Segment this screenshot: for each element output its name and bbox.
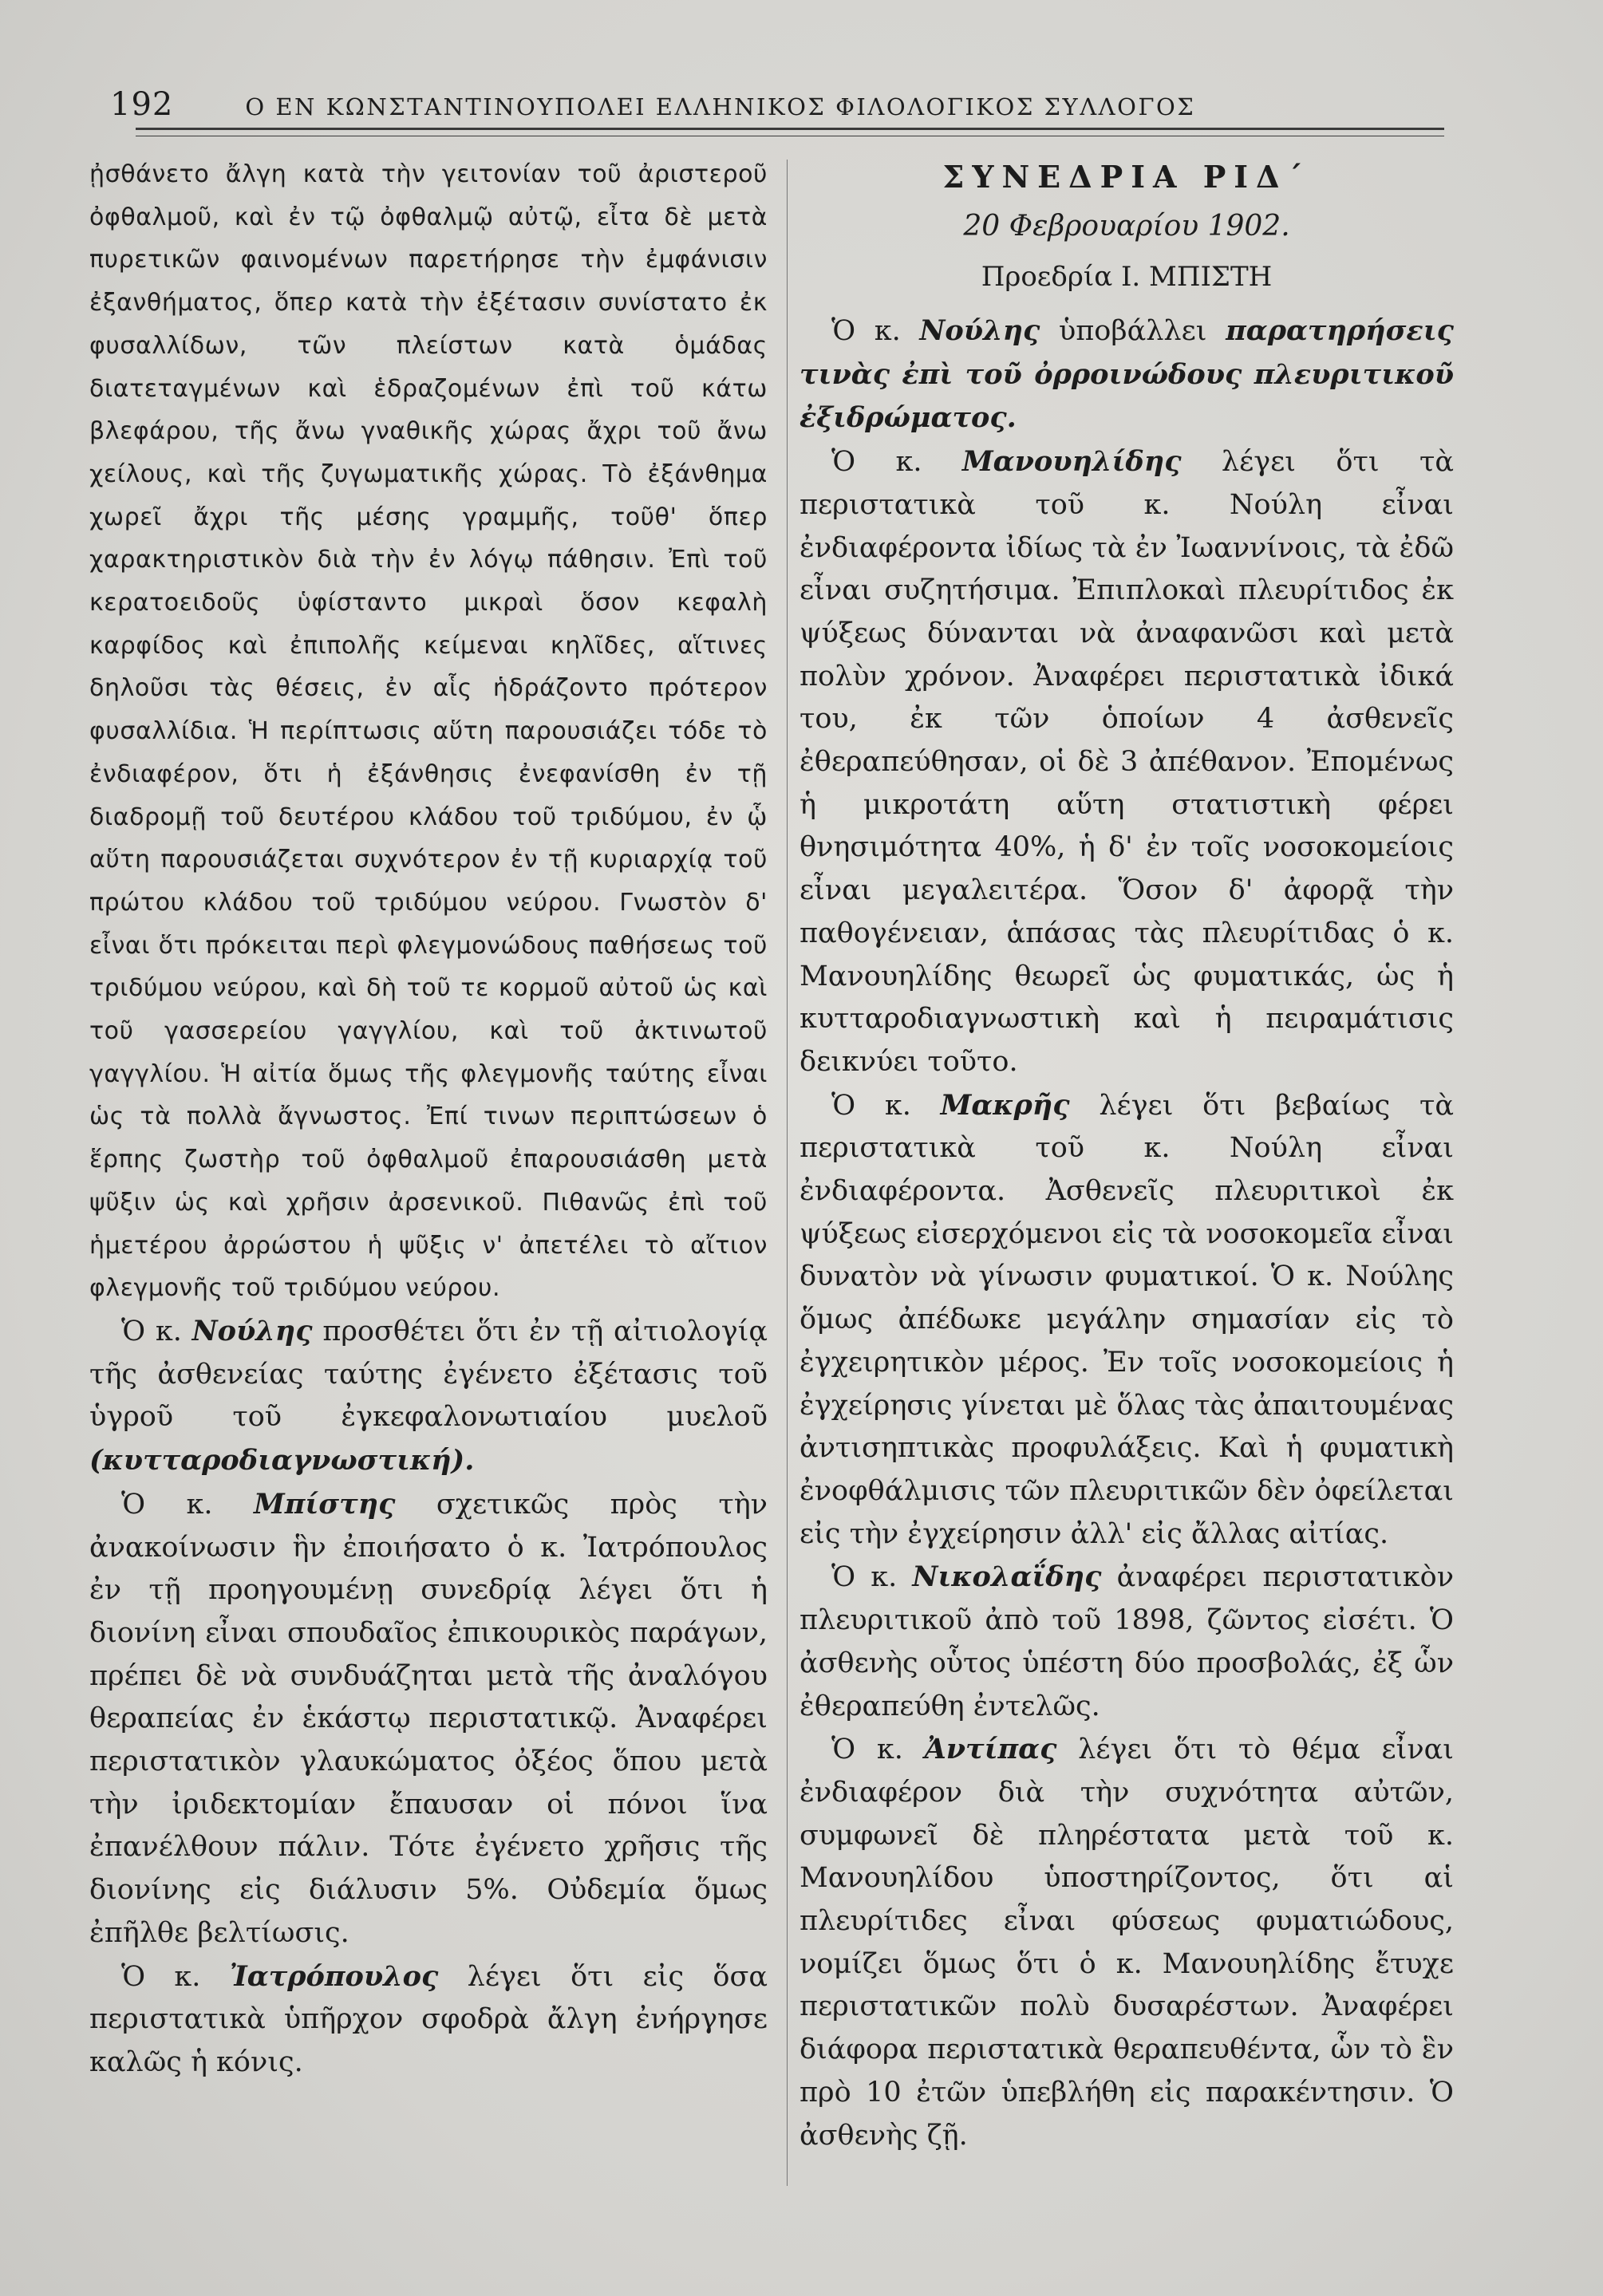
paragraph-text: λέγει ὅτι εἰς ὅσα περιστατικὰ ὑπῆρχον σφοδρὰ ἄλγη ἐνήργησε καλῶς ἡ κόνις. <box>89 1960 768 2078</box>
paragraph-text: ὑποβάλλει <box>1059 315 1207 347</box>
speaker-name: Ἰατρόπουλος <box>229 1959 439 1993</box>
speaker-name: Μανουηλίδης <box>961 445 1182 479</box>
page-number: 192 <box>110 86 174 123</box>
page-header <box>110 86 1443 134</box>
left-column <box>89 153 768 2085</box>
paragraph-case-report: ᾐσθάνετο ἄλγη κατὰ τὴν γειτονίαν τοῦ ἀριστεροῦ ὀφθαλμοῦ, καὶ ἐν τῷ ὀφθαλμῷ αὐτῷ, εἶτα δὲ μετὰ πυρετικῶν φαινομένων παρετήρησε τὴν ἐμφάνισιν ἐξανθήματος, ὅπερ κατὰ τὴν ἐξέτασιν συνίστατο ἐκ φυσαλλίδων, τῶν πλείστων κατὰ ὁμάδας διατεταγμένων καὶ ἑδραζομένων ἐπὶ τοῦ κάτω βλεφάρου, τῆς ἄνω γναθικῆς χώρας ἄχρι τοῦ ἄνω χείλους, καὶ τῆς ζυγωματικῆς χώρας. Τὸ ἐξάνθημα χωρεῖ ἄχρι τῆς μέσης γραμμῆς, τοῦθ' ὅπερ χαρακτηριστικὸν διὰ τὴν ἐν λόγῳ πάθησιν. Ἐπὶ τοῦ κερατοειδοῦς ὑφίσταντο μικραὶ ὅσον κεφαλὴ καρφίδος καὶ ἐπιπολῆς κείμεναι κηλῖδες, αἵτινες δηλοῦσι τὰς θέσεις, ἐν αἷς ἡδράζοντο πρότερον φυσαλλίδια. Ἡ περίπτωσις αὕτη παρουσιάζει τόδε τὸ ἐνδιαφέρον, ὅτι ἡ ἐξάνθησις ἐνεφανίσθη ἐν τῇ διαδρομῇ τοῦ δευτέρου κλάδου τοῦ τριδύμου, ἐν ᾧ αὕτη παρουσιάζεται συχνότερον ἐν τῇ κυριαρχίᾳ τοῦ πρώτου κλάδου τοῦ τριδύμου νεύρου. Γνωστὸν δ' εἶναι ὅτι πρόκειται περὶ φλεγμονώδους παθήσεως τοῦ τριδύμου νεύρου, καὶ δὴ τοῦ τε κορμοῦ αὐτοῦ ὡς καὶ τοῦ γασσερείου γαγγλίου, καὶ τοῦ ἀκτινωτοῦ γαγγλίου. Ἡ αἰτία ὅμως τῆς φλεγμονῆς ταύτης εἶναι ὡς τὰ πολλὰ ἄγνωστος. Ἐπί τινων περιπτώσεων ὁ ἕρπης ζωστὴρ τοῦ ὀφθαλμοῦ ἐπαρουσιάσθη μετὰ ψῦξιν ὡς καὶ χρῆσιν ἀρσενικοῦ. Πιθανῶς ἐπὶ τοῦ ἡμετέρου ἀρρώστου ἡ ψῦξις ν' ἀπετέλει τὸ αἴτιον φλεγμονῆς τοῦ τριδύμου νεύρου. <box>89 160 768 1303</box>
speaker-title: Ὁ κ. <box>121 1315 182 1347</box>
paragraph-noulis-remark <box>89 1310 768 1483</box>
paragraph-text: λέγει ὅτι βεβαίως τὰ περιστατικὰ τοῦ κ. Νούλη εἶναι ἐνδιαφέροντα. Ἀσθενεῖς πλευριτικοὶ ἐκ ψύξεως εἰσερχόμενοι εἰς τὰ νοσοκομεῖα εἶναι δυνατὸν νὰ γίνωσιν φυματικοί. Ὁ κ. Νούλης ὅμως ἀπέδωκε μεγάλην σημασίαν εἰς τὸ ἐγχειρητικὸν μέρος. Ἐν τοῖς νοσοκομείοις ἡ ἐγχείρησις γίνεται μὲ ὅλας τὰς ἀπαιτουμένας ἀντισηπτικὰς προφυλάξεις. Καὶ ἡ φυματικὴ ἐνοφθάλμισις τῶν πλευριτικῶν δὲν ὀφείλεται εἰς τὴν ἐγχείρησιν ἀλλ' εἰς ἄλλας αἰτίας. <box>800 1089 1454 1550</box>
paragraph-iatropoulos-remark <box>89 1955 768 2085</box>
speaker-title: Ὁ κ. <box>831 1561 898 1594</box>
speaker-title: Ὁ κ. <box>831 1089 911 1122</box>
paragraph-text: ἀναφέρει περιστατικὸν πλευριτικοῦ ἀπὸ τοῦ 1898, ζῶντος εἰσέτι. Ὁ ἀσθενὴς οὗτος ὑπέστη δύο προσβολάς, ἐξ ὧν ἐθεραπεύθη ἐντελῶς. <box>800 1561 1454 1722</box>
paragraph-manouilidis-remark <box>800 440 1454 1084</box>
paragraph-makris-remark <box>800 1084 1454 1556</box>
paragraph-noulis-observations <box>800 310 1454 440</box>
speaker-name: Νικολαΐδης <box>912 1560 1102 1594</box>
session-date: 20 Φεβρουαρίου 1902. <box>963 210 1290 243</box>
speaker-name: Μακρῆς <box>940 1088 1070 1122</box>
speaker-title: Ὁ κ. <box>831 446 922 479</box>
paragraph-antipas-remark <box>800 1728 1454 2157</box>
running-head: Ο ΕΝ ΚΩΝΣΤΑΝΤΙΝΟΥΠΟΛΕΙ ΕΛΛΗΝΙΚΟΣ ΦΙΛΟΛΟΓΙΚΟΣ ΣΥΛΛΟΓΟΣ <box>245 93 1196 120</box>
session-title: ΣΥΝΕΔΡΙΑ ΡΙΔ΄ <box>942 159 1311 195</box>
right-column <box>800 153 1454 2157</box>
speaker-title: Ὁ κ. <box>121 1488 213 1521</box>
session-chair: Προεδρία Ι. ΜΠΙΣΤΗ <box>981 261 1273 293</box>
paper-title: παρατηρήσεις τινὰς ἐπὶ τοῦ ὀρροινώδους πλευριτικοῦ ἐξιδρώματος. <box>800 314 1454 435</box>
paragraph-text: σχετικῶς πρὸς τὴν ἀνακοίνωσιν ἣν ἐποιήσατο ὁ κ. Ἰατρόπουλος ἐν τῇ προηγουμένῃ συνεδρίᾳ λέγει ὅτι ἡ διονίνη εἶναι σπουδαῖος ἐπικουρικὸς παράγων, πρέπει δὲ νὰ συνδυάζηται μετὰ τῆς ἀναλόγου θεραπείας ἐν ἑκάστῳ περιστατικῷ. Ἀναφέρει περιστατικὸν γλαυκώματος ὀξέος ὅπου μετὰ τὴν ἰριδεκτομίαν ἔπαυσαν οἱ πόνοι ἵνα ἐπανέλθουν πάλιν. Τότε ἐγένετο χρῆσις τῆς διονίνης εἰς διάλυσιν 5%. Οὐδεμία ὅμως ἐπῆλθε βελτίωσις. <box>89 1488 768 1949</box>
speaker-name: Ἀντίπας <box>924 1733 1057 1766</box>
paragraph-nikolaidis-remark <box>800 1556 1454 1728</box>
paragraph-text: λέγει ὅτι τὸ θέμα εἶναι ἐνδιαφέρον διὰ τὴν συχνότητα αὐτῶν, συμφωνεῖ δὲ πληρέστατα μετὰ τοῦ κ. Μανουηλίδου ὑποστηρίζοντος, ὅτι αἱ πλευρίτιδες εἶναι φύσεως φυματιώδους, νομίζει ὅμως ὅτι ὁ κ. Μανουηλίδης ἔτυχε περιστατικῶν πολὺ δυσαρέστων. Ἀναφέρει διάφορα περιστατικὰ θεραπευθέντα, ὧν τὸ ἓν πρὸ 10 ἐτῶν ὑπεβλήθη εἰς παρακέντησιν. Ὁ ἀσθενὴς ζῇ. <box>800 1734 1454 2152</box>
paragraph-text: προσθέτει ὅτι ἐν τῇ αἰτιολογίᾳ τῆς ἀσθενείας ταύτης ἐγένετο ἐξέτασις τοῦ ὑγροῦ τοῦ ἐγκεφαλονωτιαίου μυελοῦ <box>89 1315 768 1434</box>
speaker-title: Ὁ κ. <box>831 1734 903 1766</box>
column-divider <box>787 160 788 2186</box>
speaker-title: Ὁ κ. <box>121 1960 201 1993</box>
speaker-title: Ὁ κ. <box>831 315 901 347</box>
speaker-name: Νούλης <box>191 1314 313 1347</box>
header-rule-thick <box>136 128 1444 130</box>
emphasized-term: (κυτταροδιαγνωστική). <box>89 1444 475 1477</box>
speaker-name: Μπίστης <box>253 1487 396 1521</box>
paragraph-text: λέγει ὅτι τὰ περιστατικὰ τοῦ κ. Νούλη εἶναι ἐνδιαφέροντα ἰδίως τὰ ἐν Ἰωαννίνοις, τὰ ἐδῶ εἶναι συζητήσιμα. Ἐπιπλοκαὶ πλευρίτιδος ἐκ ψύξεως δύνανται νὰ ἀναφανῶσι καὶ μετὰ πολὺν χρόνον. Ἀναφέρει περιστατικὰ ἰδικά του, ἐκ τῶν ὁποίων 4 ἀσθενεῖς ἐθεραπεύθησαν, οἱ δὲ 3 ἀπέθανον. Ἐπομένως ἡ μικροτάτη αὕτη στατιστικὴ φέρει θνησιμότητα 40%, ἡ δ' ἐν τοῖς νοσοκομείοις εἶναι μεγαλειτέρα. Ὅσον δ' ἀφορᾷ τὴν παθογένειαν, ἁπάσας τὰς πλευρίτιδας ὁ κ. Μανουηλίδης θεωρεῖ ὡς φυματικάς, ὡς ἡ κυτταροδιαγνωστικὴ καὶ ἡ πειραμάτισις δεικνύει τοῦτο. <box>800 446 1454 1078</box>
speaker-name: Νούλης <box>919 314 1040 347</box>
paragraph-bistis-remark <box>89 1483 768 1955</box>
